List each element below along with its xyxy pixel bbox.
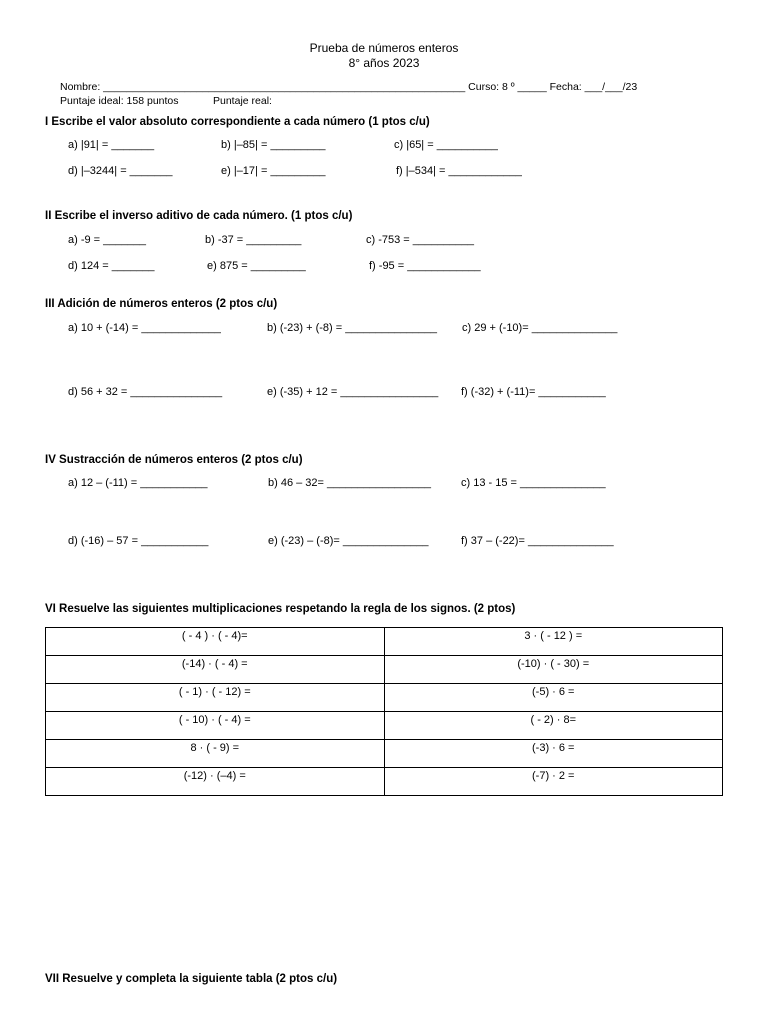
table-cell: (-3) · 6 = [384,740,723,768]
section-2-item-a: a) -9 = _______ [68,234,146,246]
section-1-item-d: d) |–3244| = _______ [68,165,173,177]
score-ideal: Puntaje ideal: 158 puntos [60,95,179,107]
student-info-line: Nombre: ______________________________________________________________ Curso: 8 º _____ Fecha: ___/___/23 [60,81,638,93]
section-3-heading: III Adición de números enteros (2 ptos c/u) [45,298,278,310]
section-3-item-c: c) 29 + (-10)= ______________ [462,322,618,334]
table-row [46,712,723,740]
table-cell: ( - 10) · ( - 4) = [46,712,385,740]
score-real: Puntaje real: [213,95,272,107]
section-4-heading: IV Sustracción de números enteros (2 ptos c/u) [45,454,303,466]
table-row [46,768,723,796]
section-3-item-d: d) 56 + 32 = _______________ [68,386,223,398]
table-cell: (-12) · (–4) = [46,768,385,796]
section-3-item-a: a) 10 + (-14) = _____________ [68,322,221,334]
table-cell: (-5) · 6 = [384,684,723,712]
section-1-item-f: f) |–534| = ____________ [396,165,522,177]
multiplication-table [45,627,723,796]
table-row [46,740,723,768]
page-title: Prueba de números enteros [309,41,459,55]
section-3-item-e: e) (-35) + 12 = ________________ [267,386,439,398]
section-2-item-d: d) 124 = _______ [68,260,155,272]
section-4-item-a: a) 12 – (-11) = ___________ [68,477,208,489]
table-cell: ( - 4 ) · ( - 4)= [46,628,385,656]
table-cell: 3 · ( - 12 ) = [384,628,723,656]
page-subtitle: 8° años 2023 [348,56,420,70]
section-1-item-b: b) |–85| = _________ [221,139,326,151]
section-6-heading: VI Resuelve las siguientes multiplicaciones respetando la regla de los signos. (2 ptos) [45,603,516,615]
table-row [46,684,723,712]
table-cell: (-7) · 2 = [384,768,723,796]
table-cell: ( - 1) · ( - 12) = [46,684,385,712]
table-cell: 8 · ( - 9) = [46,740,385,768]
table-cell: (-14) · ( - 4) = [46,656,385,684]
section-4-item-b: b) 46 – 32= _________________ [268,477,432,489]
section-3-item-f: f) (-32) + (-11)= ___________ [461,386,606,398]
section-4-item-f: f) 37 – (-22)= ______________ [461,535,614,547]
section-1-item-a: a) |91| = _______ [68,139,155,151]
table-cell: ( - 2) · 8= [384,712,723,740]
section-4-item-e: e) (-23) – (-8)= ______________ [268,535,429,547]
section-2-heading: II Escribe el inverso aditivo de cada número. (1 ptos c/u) [45,210,353,222]
section-2-item-c: c) -753 = __________ [366,234,474,246]
section-1-heading: I Escribe el valor absoluto correspondiente a cada número (1 ptos c/u) [45,116,430,128]
section-1-item-e: e) |–17| = _________ [221,165,326,177]
table-row [46,656,723,684]
section-1-item-c: c) |65| = __________ [394,139,498,151]
section-7-heading: VII Resuelve y completa la siguiente tabla (2 ptos c/u) [45,973,338,985]
table-row [46,628,723,656]
section-2-item-e: e) 875 = _________ [207,260,306,272]
section-2-item-b: b) -37 = _________ [205,234,302,246]
section-4-item-d: d) (-16) – 57 = ___________ [68,535,209,547]
section-3-item-b: b) (-23) + (-8) = _______________ [267,322,438,334]
section-4-item-c: c) 13 - 15 = ______________ [461,477,606,489]
table-cell: (-10) · ( - 30) = [384,656,723,684]
section-2-item-f: f) -95 = ____________ [369,260,481,272]
